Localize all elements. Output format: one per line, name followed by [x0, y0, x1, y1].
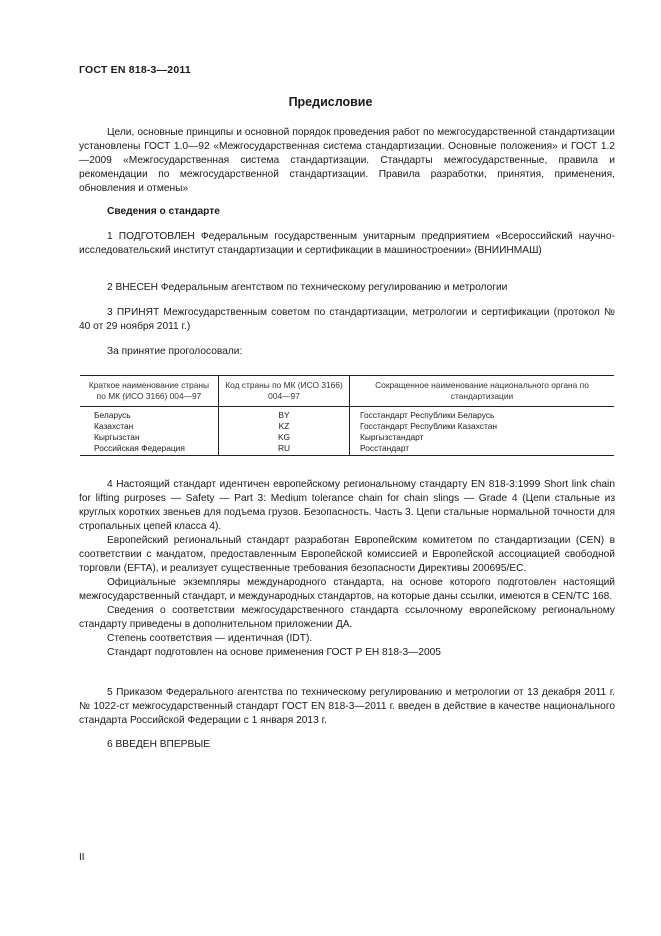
table-cell-code: KG [219, 432, 350, 443]
table-header-country: Краткое наименование страны по МК (ИСО 3166) 004—97 [80, 376, 219, 407]
table-cell-body: Госстандарт Республики Казахстан [350, 421, 615, 432]
table-header-row [80, 376, 614, 407]
item-6-block [79, 738, 615, 752]
table-row [80, 432, 614, 443]
table-cell-code: BY [219, 407, 350, 422]
table-row [80, 421, 614, 432]
table-cell-country: Беларусь [94, 410, 131, 420]
item-3-paragraph: 3 ПРИНЯТ Межгосударственным советом по стандартизации, метрологии и сертификации (протокол № 40 от 29 ноября 2011 г.) [79, 307, 615, 332]
intro-paragraph: Цели, основные принципы и основной порядок проведения работ по межгосударственной стандартизации установлены ГОСТ 1.0—92 «Межгосударственная система стандартизации. Основные положения» и ГОСТ 1.2—2009 «Межгосударственная система стандартизации. Стандарты межгосударственные, правила и рекомендации по межгосударственной стандартизации. Правила разработки, принятия, применения, обновления и отмены» [79, 127, 615, 194]
item-4-paragraph-5: Степень соответствия — идентичная (IDT). [107, 633, 313, 644]
table-cell-code: KZ [219, 421, 350, 432]
table-cell-body: Кыргызстандарт [350, 432, 615, 443]
vote-intro: За принятие проголосовали: [107, 346, 243, 357]
section-heading-block [79, 205, 615, 219]
vote-intro-block [79, 345, 615, 359]
table-cell-country: Российская Федерация [80, 443, 219, 456]
table-header-code: Код страны по МК (ИСО 3166) 004—97 [219, 376, 350, 407]
intro-paragraph-block [79, 126, 615, 196]
table-header-body: Сокращенное наименование национального органа по стандартизации [350, 376, 615, 407]
item-1-paragraph: 1 ПОДГОТОВЛЕН Федеральным государственным унитарным предприятием «Всероссийский научно-исследовательский институт стандартизации и сертификации в машиностроении» (ВНИИНМАШ) [79, 231, 615, 256]
item-4-paragraph-6: Стандарт подготовлен на основе применения ГОСТ Р ЕН 818-3—2005 [107, 647, 441, 658]
item-3-block [79, 306, 615, 334]
item-5-paragraph: 5 Приказом Федерального агентства по техническому регулированию и метрологии от 13 декабря 2011 г. № 1022-ст межгосударственный стандарт ГОСТ EN 818-3—2011 г. введен в действие в качестве национального стандарта Российской Федерации с 1 января 2013 г. [79, 687, 615, 726]
table-cell-country: Казахстан [94, 421, 134, 431]
item-2-paragraph: 2 ВНЕСЕН Федеральным агентством по техническому регулированию и метрологии [107, 282, 508, 293]
document-id-header: ГОСТ EN 818-3—2011 [79, 64, 191, 76]
table-cell-code: RU [219, 443, 350, 456]
table-row [80, 443, 614, 456]
item-4-paragraph-2: Европейский региональный стандарт разработан Европейским комитетом по стандартизации (CEN) в соответствии с мандатом, предоставленным Европейской комиссией и Европейской ассоциацией свободной торговли (EFTA), и реализует существенные требования безопасности Директивы 200695/ЕС. [79, 535, 615, 574]
table-row [80, 407, 614, 422]
page-title: Предисловие [288, 95, 373, 109]
item-6-paragraph: 6 ВВЕДЕН ВПЕРВЫЕ [107, 739, 211, 750]
table-cell-body: Росстандарт [350, 443, 615, 456]
page-number: II [79, 852, 85, 863]
table-cell-country: Кыргызстан [94, 432, 140, 442]
voting-table [80, 375, 614, 456]
item-4-paragraph-4: Сведения о соответствии межгосударственного стандарта ссылочному европейскому региональному стандарту приведены в дополнительном приложении ДА. [79, 605, 615, 630]
item-4-paragraph-1: 4 Настоящий стандарт идентичен европейскому региональному стандарту EN 818-3:1999 Short link chain for lifting purposes — Safety — Part 3: Medium tolerance chain for chain slings — Grade 4 (Цепи стальные из круглых коротких звеньев для подъема грузов. Безопасность. Часть 3. Цепи стальные нормальной точности для стропальных цепей класса 4). [79, 479, 615, 532]
item-4-paragraph-3: Официальные экземпляры международного стандарта, на основе которого подготовлен настоящий межгосударственный стандарт, и международных стандартов, на которые даны ссылки, имеются в CEN/TC 168. [79, 577, 615, 602]
section-heading: Сведения о стандарте [107, 206, 220, 217]
table-cell-body: Госстандарт Республики Беларусь [350, 407, 615, 422]
item-5-block [79, 686, 615, 728]
item-2-block [79, 281, 615, 295]
item-1-block [79, 230, 615, 258]
item-4-block [79, 478, 615, 660]
